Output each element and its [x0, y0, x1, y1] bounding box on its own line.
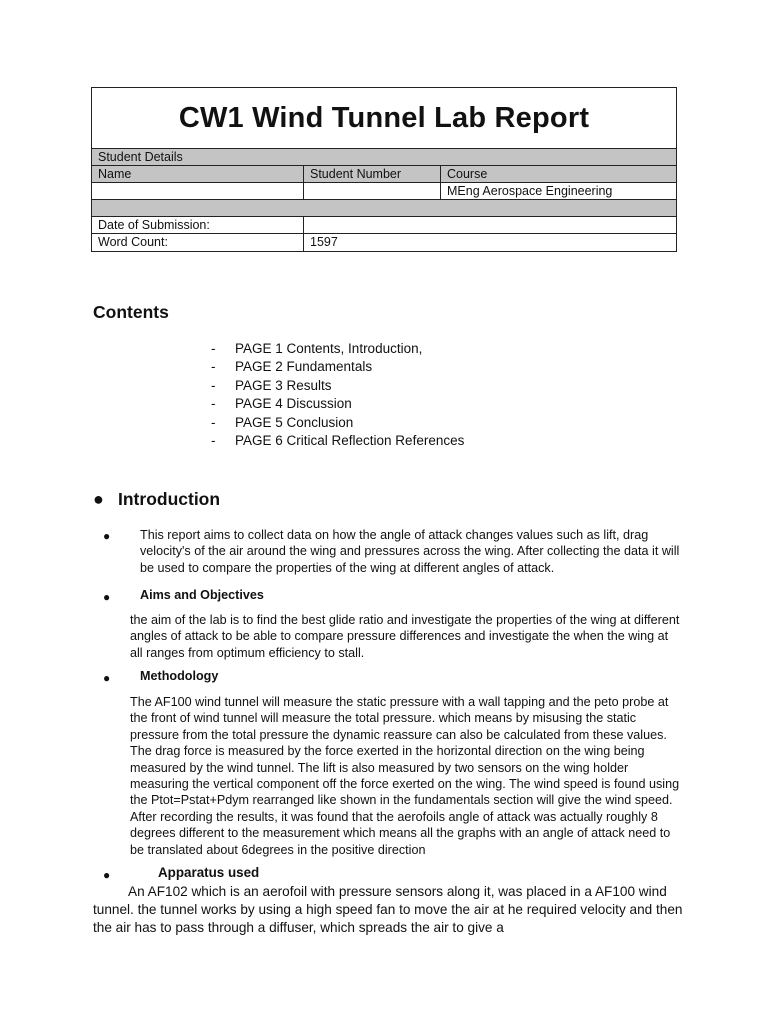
name-header: Name [92, 166, 304, 182]
list-item [211, 340, 464, 358]
contents-item-label: PAGE 2 Fundamentals [235, 359, 373, 375]
contents-item-label: PAGE 4 Discussion [235, 396, 352, 412]
introduction-paragraph: This report aims to collect data on how the angle of attack changes values such as lift, drag velocity's of the air around the wing and pressures across the wing. After collecting the data it will be used to compare the properties of the wing at different angles of attack. [140, 528, 680, 575]
contents-item-label: PAGE 1 Contents, Introduction, [235, 341, 423, 356]
bullet-icon: ● [103, 590, 111, 604]
student-number-value [304, 183, 441, 199]
column-header-row [92, 166, 676, 183]
spacer-cell [92, 200, 676, 216]
contents-item-label: PAGE 6 Critical Reflection References [235, 432, 465, 448]
bullet-icon: ● [103, 529, 111, 543]
list-item [211, 358, 464, 376]
contents-item-label: PAGE 5 Conclusion [235, 414, 354, 430]
dash-icon: - [211, 432, 216, 448]
list-item [211, 414, 464, 432]
date-row [92, 217, 676, 234]
dash-icon: - [211, 377, 216, 393]
contents-heading: Contents [93, 302, 169, 322]
date-value [304, 217, 676, 233]
list-item [211, 395, 464, 413]
word-count-label: Word Count: [92, 234, 304, 251]
dash-icon: - [211, 359, 216, 375]
course-value: MEng Aerospace Engineering [447, 184, 613, 198]
course-header: Course [447, 167, 488, 181]
report-title: CW1 Wind Tunnel Lab Report [92, 88, 676, 149]
word-count-value: 1597 [310, 235, 338, 249]
student-details-row [92, 149, 676, 166]
student-details-label: Student Details [98, 150, 183, 164]
dash-icon: - [211, 414, 216, 430]
dash-icon: - [211, 396, 216, 412]
student-number-header: Student Number [304, 166, 441, 182]
introduction-heading-row [93, 489, 220, 510]
apparatus-paragraph: An AF102 which is an aerofoil with pressure sensors along it, was placed in a AF100 wind tunnel. the tunnel works by using a high speed fan to move the air at he required velocity and then the air has to pass through a diffuser, which spreads the air to give a [93, 884, 683, 936]
student-values-row [92, 183, 676, 200]
aims-paragraph: the aim of the lab is to find the best glide ratio and investigate the properties of the wing at different angles of attack to be able to compare pressure differences and investigate the when the wing at all ranges from optimum efficiency to stall. [130, 613, 680, 660]
bullet-icon: ● [103, 868, 111, 882]
name-value [92, 183, 304, 199]
contents-list [211, 340, 464, 450]
contents-item-label: PAGE 3 Results [235, 377, 332, 393]
spacer-row [92, 200, 676, 217]
date-label: Date of Submission: [92, 217, 304, 233]
word-count-row [92, 234, 676, 251]
list-item [211, 432, 464, 450]
methodology-heading: Methodology [140, 669, 219, 683]
introduction-heading: Introduction [118, 489, 221, 509]
apparatus-heading: Apparatus used [158, 865, 260, 880]
list-item [211, 377, 464, 395]
bullet-icon: ● [103, 671, 111, 685]
bullet-icon: ● [93, 489, 104, 509]
aims-heading: Aims and Objectives [140, 588, 264, 602]
dash-icon: - [211, 341, 216, 356]
header-table [91, 87, 677, 252]
methodology-paragraph: The AF100 wind tunnel will measure the static pressure with a wall tapping and the peto probe at the front of wind tunnel will measure the total pressure. which means by misusing the static pressure from the total pressure the dynamic reassure can also be calculated from these values. The drag force is measured by the force exerted in the horizontal direction on the wing being measured by the wind tunnel. The lift is also measured by two sensors on the wing holder measuring the vertical component off the force exerted on the wing. The wind speed is found using the Ptot=Pstat+Pdym rearranged like shown in the fundamentals section will give the wind speed. After recording the results, it was found that the aerofoils angle of attack was actually roughly 8 degrees different to the measurement which means all the graphs with an angle of attack need to be translated about 6degrees in the positive direction [130, 695, 680, 857]
